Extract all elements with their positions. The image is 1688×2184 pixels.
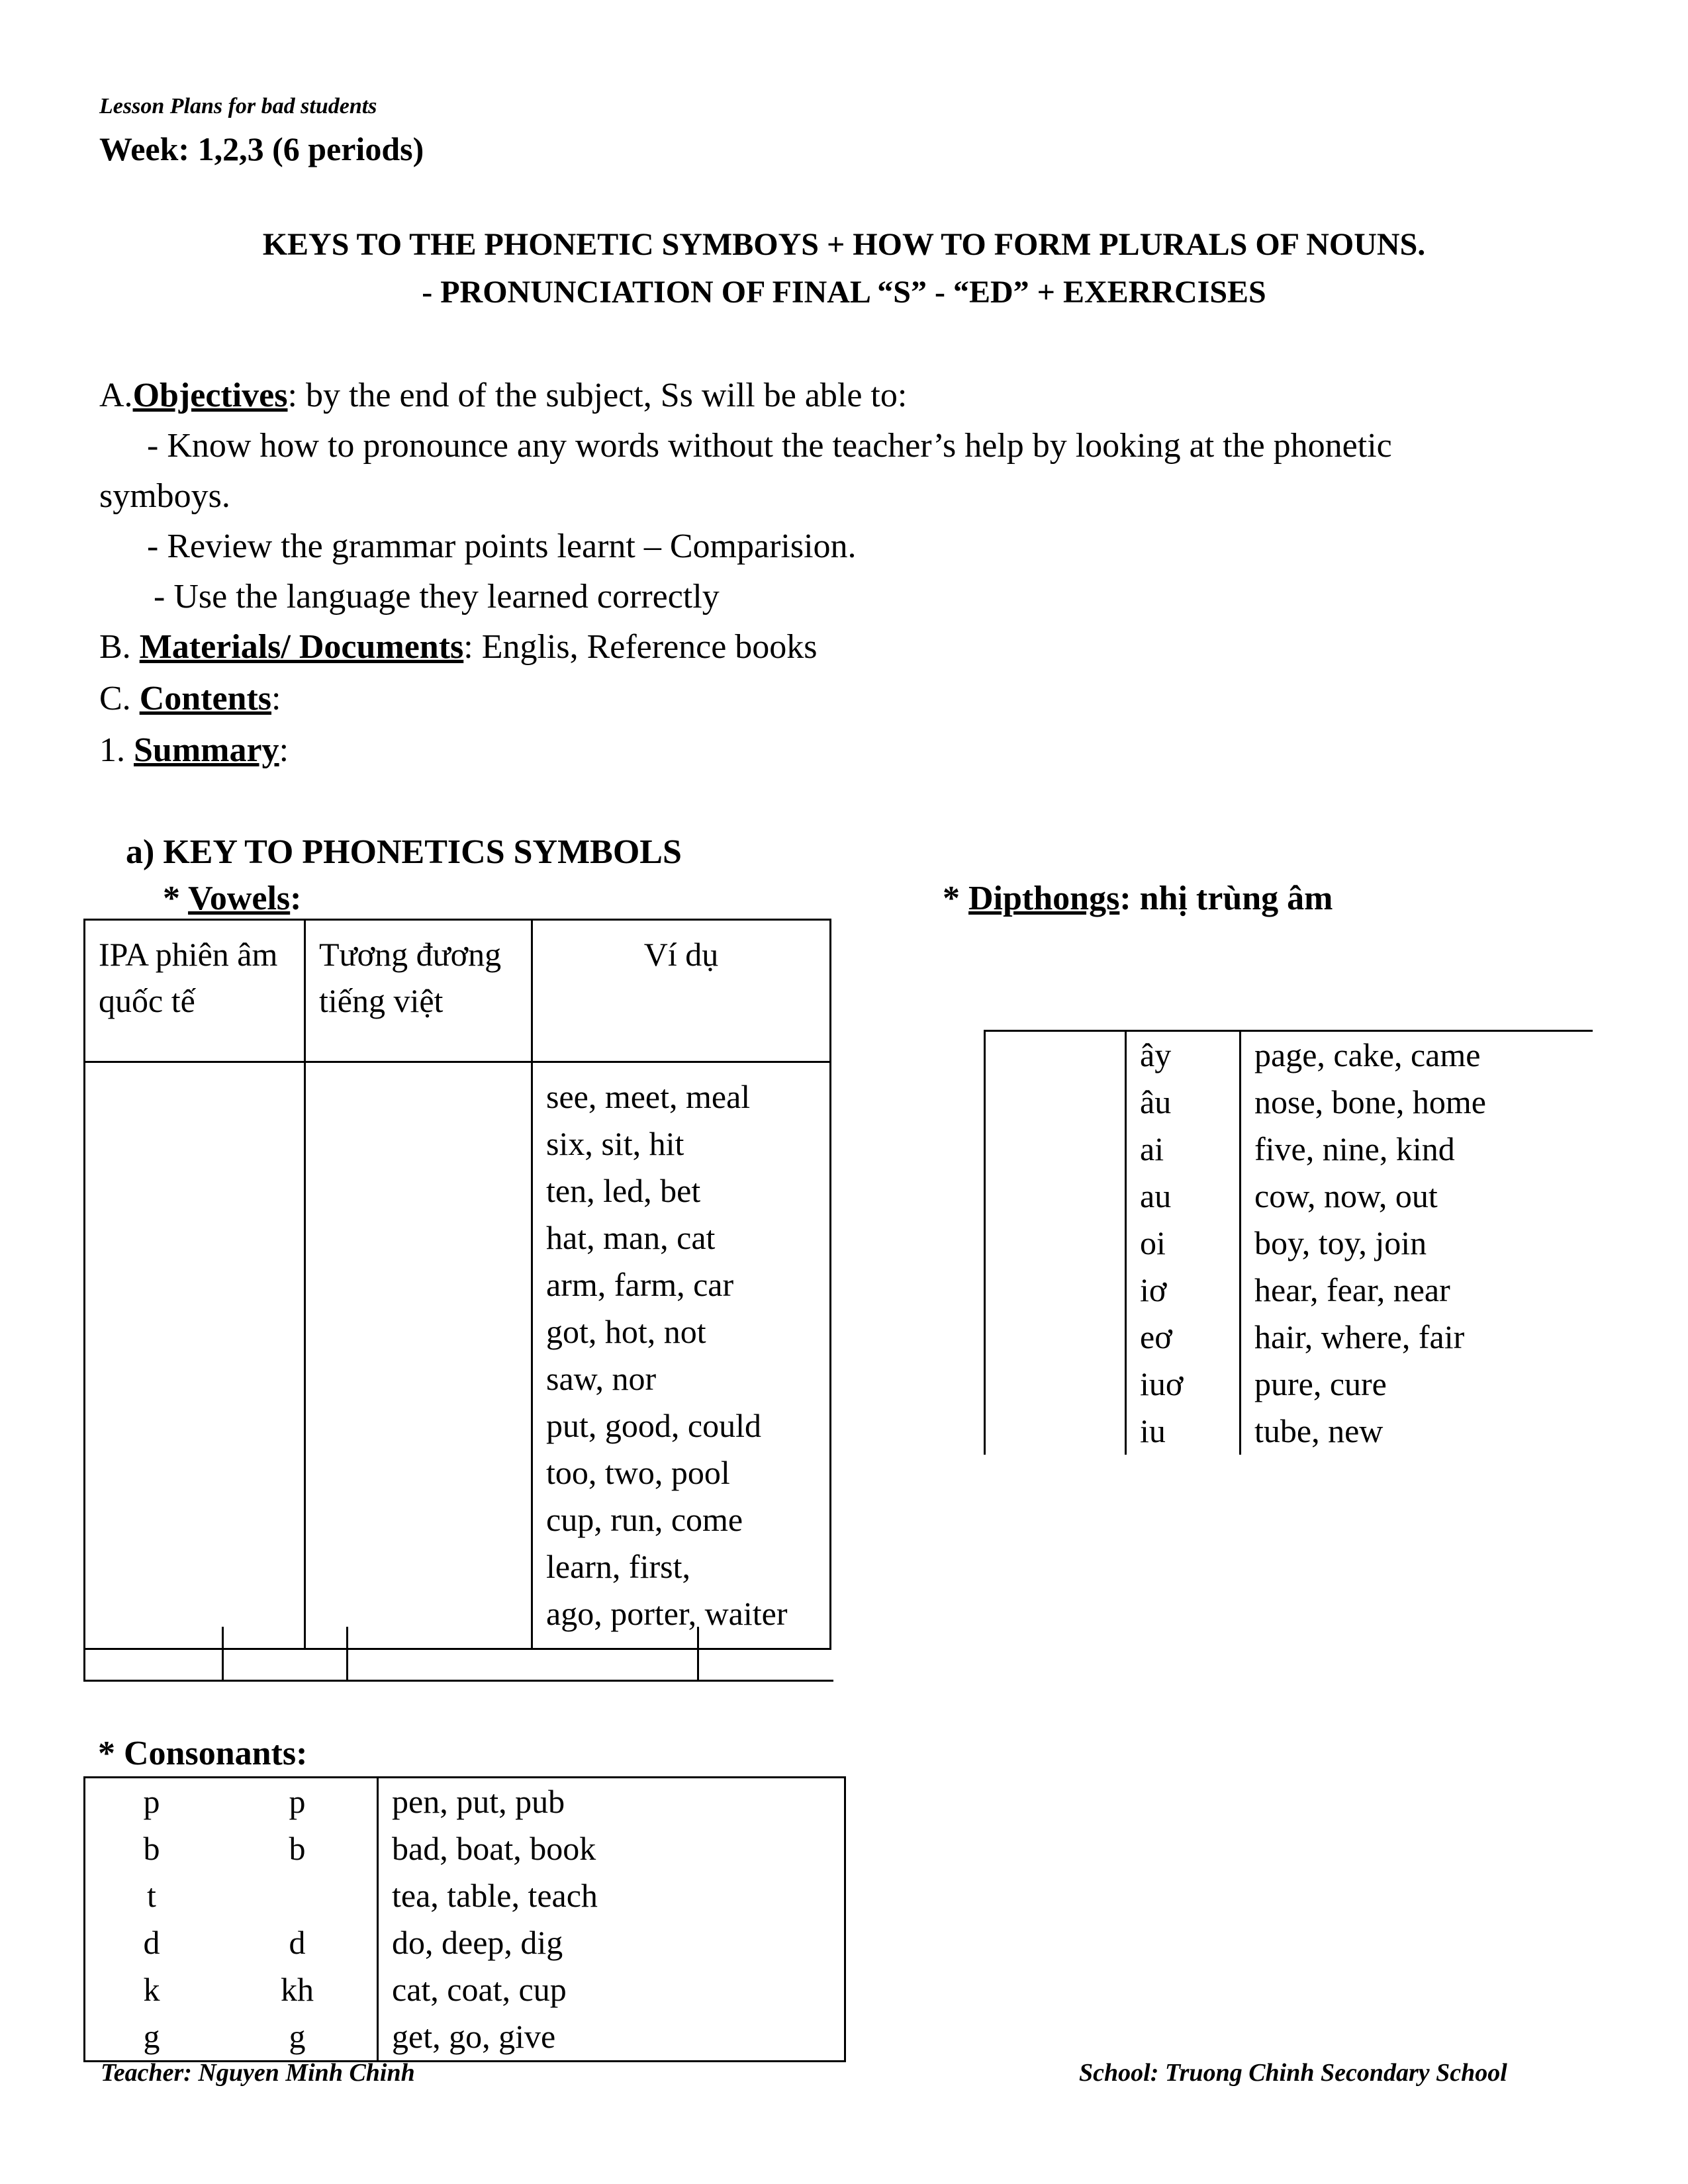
consonants-table xyxy=(83,1776,846,2062)
contents-prefix: C. xyxy=(99,680,140,717)
consonants-heading: * Consonants: xyxy=(98,1735,308,1772)
vowels-header-ipa: IPA phiên âm quốc tế xyxy=(85,920,305,1062)
dipthong-example: cow, now, out xyxy=(1254,1177,1438,1214)
vowels-suffix: : xyxy=(290,880,302,917)
consonant-ipa: g xyxy=(143,2018,160,2055)
vowel-example: cup, run, come xyxy=(546,1501,743,1538)
consonant-vn: kh xyxy=(218,1966,378,2013)
vowels-label: Vowels xyxy=(188,880,291,917)
summary-line xyxy=(99,725,289,776)
consonant-vn: p xyxy=(218,1778,378,1826)
vowel-example: saw, nor xyxy=(546,1360,657,1397)
dipthong-example: hair, where, fair xyxy=(1254,1318,1465,1355)
vowels-table-header-row xyxy=(85,920,831,1062)
dipthong-row xyxy=(985,1031,1593,1079)
dipthongs-label: Dipthongs xyxy=(968,880,1120,917)
running-title: Lesson Plans for bad students xyxy=(99,94,377,118)
consonant-example: cat, coat, cup xyxy=(392,1971,567,2008)
contents-suffix: : xyxy=(271,680,281,717)
vowel-example: hat, man, cat xyxy=(546,1219,716,1256)
dipthong-vn: iuơ xyxy=(1126,1361,1241,1408)
consonant-example: bad, boat, book xyxy=(392,1830,596,1867)
objective-item-2: - Review the grammar points learnt – Comparision. xyxy=(147,527,857,565)
dipthong-vn: eơ xyxy=(1126,1314,1241,1361)
dipthong-vn: âu xyxy=(1126,1079,1241,1126)
vowels-heading xyxy=(163,874,302,924)
materials-line xyxy=(99,622,818,672)
vowel-example: arm, farm, car xyxy=(546,1266,734,1303)
contents-line xyxy=(99,674,281,724)
consonant-ipa: b xyxy=(143,1830,160,1867)
vowels-table xyxy=(83,919,831,1650)
page-title-line-2: - PRONUNCIATION OF FINAL “S” - “ED” + EXERRCISES xyxy=(422,275,1266,310)
empty-strip-cell xyxy=(85,1627,224,1680)
week-line: Week: 1,2,3 (6 periods) xyxy=(99,130,424,167)
summary-suffix: : xyxy=(279,731,289,769)
consonant-example: do, deep, dig xyxy=(392,1924,563,1961)
section-a-heading: a) KEY TO PHONETICS SYMBOLS xyxy=(126,833,682,871)
vowel-example: put, good, could xyxy=(546,1407,761,1444)
consonant-vn: b xyxy=(218,1825,378,1872)
dipthongs-heading xyxy=(943,874,1333,924)
consonant-vn: g xyxy=(218,2013,378,2062)
materials-label: Materials/ Documents xyxy=(139,628,464,666)
consonant-row xyxy=(85,1872,845,1919)
vowel-example: ago, porter, waiter xyxy=(546,1595,788,1632)
dipthong-example: pure, cure xyxy=(1254,1365,1387,1402)
consonant-example: pen, put, pub xyxy=(392,1783,565,1820)
vowels-header-example: Ví dụ xyxy=(532,920,831,1062)
dipthong-example: boy, toy, join xyxy=(1254,1224,1427,1261)
consonant-ipa: p xyxy=(143,1783,160,1820)
dipthong-example: five, nine, kind xyxy=(1254,1130,1455,1167)
summary-label: Summary xyxy=(134,731,279,769)
objectives-prefix: A. xyxy=(99,377,133,414)
consonant-ipa: k xyxy=(143,1971,160,2008)
summary-prefix: 1. xyxy=(99,731,134,769)
vowel-example: too, two, pool xyxy=(546,1454,730,1491)
dipthong-example: hear, fear, near xyxy=(1254,1271,1450,1308)
dipthong-vn: ai xyxy=(1126,1126,1241,1173)
consonant-ipa: d xyxy=(143,1924,160,1961)
dipthong-vn: oi xyxy=(1126,1220,1241,1267)
vowel-example: got, hot, not xyxy=(546,1313,706,1350)
dipthong-example: tube, new xyxy=(1254,1412,1383,1449)
empty-strip-cell xyxy=(222,1627,348,1680)
consonant-example: get, go, give xyxy=(392,2018,556,2055)
objectives-text: : by the end of the subject, Ss will be able to: xyxy=(287,377,908,414)
footer-teacher: Teacher: Nguyen Minh Chinh xyxy=(101,2059,415,2087)
dipthongs-table xyxy=(984,1030,1593,1455)
vowel-example: learn, first, xyxy=(546,1548,690,1585)
dipthongs-suffix: : nhị trùng âm xyxy=(1119,880,1333,917)
objectives-line xyxy=(99,371,907,421)
footer-school: School: Truong Chinh Secondary School xyxy=(1079,2059,1507,2087)
consonant-row xyxy=(85,1966,845,2013)
empty-strip-cell xyxy=(346,1627,699,1680)
consonant-ipa: t xyxy=(147,1877,156,1914)
consonant-row xyxy=(85,1778,845,1826)
dipthongs-prefix: * xyxy=(943,880,968,917)
objectives-label: Objectives xyxy=(132,377,288,414)
vowels-examples-cell xyxy=(532,1062,831,1649)
vowels-table-empty-strip xyxy=(83,1627,833,1682)
consonant-example: tea, table, teach xyxy=(392,1877,598,1914)
consonant-row xyxy=(85,1919,845,1966)
vowels-header-vietnamese: Tương đương tiếng việt xyxy=(305,920,532,1062)
dipthong-example: page, cake, came xyxy=(1241,1031,1593,1079)
objective-item-3: - Use the language they learned correctly xyxy=(154,578,720,615)
materials-prefix: B. xyxy=(99,628,140,666)
vowel-example: six, sit, hit xyxy=(546,1125,684,1162)
vowel-example: ten, led, bet xyxy=(546,1172,701,1209)
page-title-line-1: KEYS TO THE PHONETIC SYMBOYS + HOW TO FORM PLURALS OF NOUNS. xyxy=(262,227,1426,262)
vowels-vietnamese-cell xyxy=(305,1062,532,1649)
dipthong-vn: ây xyxy=(1126,1031,1241,1079)
vowel-example: see, meet, meal xyxy=(546,1078,751,1115)
consonant-vn: d xyxy=(218,1919,378,1966)
vowels-ipa-cell xyxy=(85,1062,305,1649)
consonant-row xyxy=(85,2013,845,2062)
vowels-prefix: * xyxy=(163,880,189,917)
consonant-vn xyxy=(218,1872,378,1919)
dipthongs-ipa-cell xyxy=(985,1031,1126,1455)
objective-item-1-line-1: - Know how to pronounce any words without the teacher’s help by looking at the phonetic xyxy=(147,427,1392,465)
materials-text: : Englis, Reference books xyxy=(463,628,818,666)
dipthong-vn: au xyxy=(1126,1173,1241,1220)
dipthong-vn: iu xyxy=(1126,1408,1241,1455)
objective-item-1-line-2: symboys. xyxy=(99,477,230,515)
consonant-row xyxy=(85,1825,845,1872)
dipthong-vn: iơ xyxy=(1126,1267,1241,1314)
contents-label: Contents xyxy=(139,680,272,717)
dipthong-example: nose, bone, home xyxy=(1254,1083,1486,1120)
vowels-table-data-row xyxy=(85,1062,831,1649)
